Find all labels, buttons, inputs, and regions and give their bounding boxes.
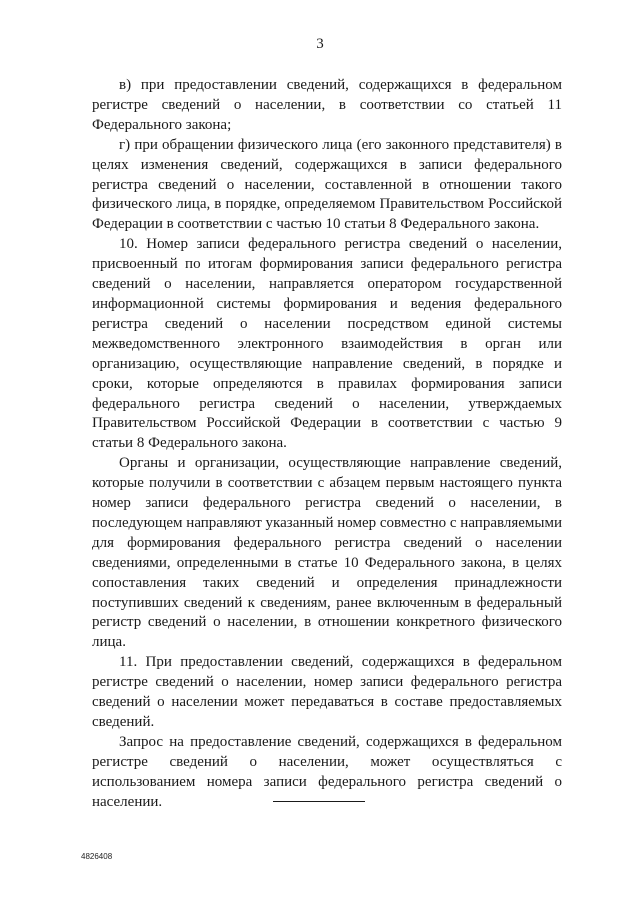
- paragraph-subitem-g: г) при обращении физического лица (его законного представителя) в целях изменения сведений, содержащихся в записи федерального регистра сведений о населении, составленной в отношении такого физического лица, в порядке, определяемом Правительством Российской Федерации в соответствии с частью 10 статьи 8 Федерального закона.: [92, 136, 562, 233]
- paragraph-item-11-second: Запрос на предоставление сведений, содержащихся в федеральном регистре сведений о населении, может осуществляться с использованием номера записи федерального регистра сведений о населении.: [92, 733, 562, 810]
- paragraph-item-10: 10. Номер записи федерального регистра сведений о населении, присвоенный по итогам формирования записи федерального регистра сведений о населении, направляется оператором государственной информационной системы формирования и ведения федерального регистра сведений о населении посредством единой системы межведомственного электронного взаимодействия в орган или организацию, осуществляющие направление сведений, в порядке и сроки, которые определяются в правилах формирования записи федерального регистра сведений о населении, утверждаемых Правительством Российской Федерации в соответствии с частью 9 статьи 8 Федерального закона.: [92, 236, 562, 452]
- document-code: 4826408: [81, 852, 113, 861]
- paragraph-item-10-second: Органы и организации, осуществляющие направление сведений, которые получили в соответствии с абзацем первым настоящего пункта номер записи федерального регистра сведений о населении, в последующем направляют указанный номер совместно с направляемыми для формирования федерального регистра сведений о населении сведениями, определенными в статье 10 Федерального закона, в целях сопоставления таких сведений и определения принадлежности поступивших сведений к сведениям, ранее включенным в федеральный регистр сведений о населении, в отношении конкретного физического лица.: [92, 455, 562, 651]
- page-number: 3: [316, 36, 324, 52]
- end-of-text-rule: [273, 801, 365, 802]
- document-body: [92, 76, 562, 813]
- paragraph-subitem-v: в) при предоставлении сведений, содержащихся в федеральном регистре сведений о населении, в соответствии со статьей 11 Федерального закона;: [92, 77, 562, 133]
- paragraph-item-11: 11. При предоставлении сведений, содержащихся в федеральном регистре сведений о населении, номер записи федерального регистра сведений о населении может передаваться в составе предоставляемых сведений.: [92, 654, 562, 730]
